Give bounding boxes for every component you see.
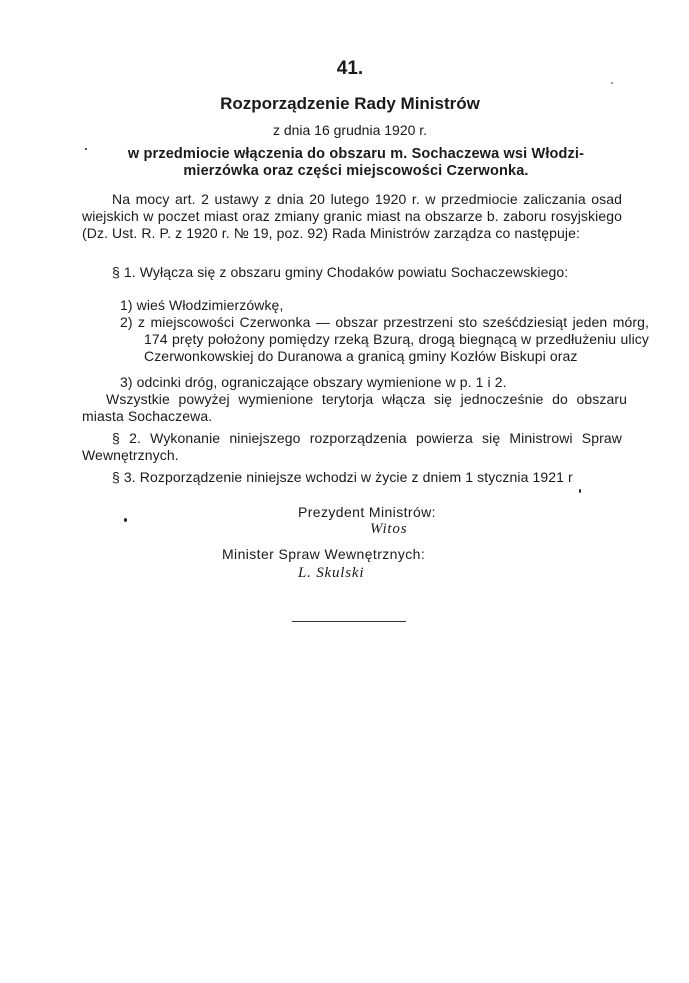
- ink-speck: [579, 489, 581, 493]
- ink-speck: [124, 518, 127, 522]
- subject-line-2: mierzówka oraz części miejscowości Czerwonka.: [183, 163, 529, 179]
- preamble-paragraph: Na mocy art. 2 ustawy z dnia 20 lutego 1920 r. w przedmiocie zaliczania osad wiejskich w poczet miast oraz zmiany granic miast na obszarze b. zaboru rosyjskiego (Dz. Ust. R. P. z 1920 r. № 19, poz. 92) Rada Ministrów zarządza co następuje:: [82, 191, 622, 241]
- ink-speck: [611, 82, 613, 84]
- document-date: z dnia 16 grudnia 1920 r.: [272, 122, 428, 138]
- paragraph-3: § 3. Rozporządzenie niniejsze wchodzi w życie z dniem 1 stycznia 1921 r: [112, 469, 573, 485]
- signature-2-name: L. Skulski: [298, 565, 365, 581]
- paragraph-2: § 2. Wykonanie niniejszego rozporządzenia powierza się Ministrowi Spraw Wewnętrznych.: [82, 430, 622, 463]
- signature-1-name: Witos: [370, 521, 408, 537]
- signature-1-role: Prezydent Ministrów:: [298, 504, 436, 520]
- list-item-2: 2) z miejscowości Czerwonka — obszar przestrzeni sto sześćdziesiąt jeden mórg, 174 pręty położony pomiędzy rzeką Bzurą, drogą biegnącą w przedłużeniu ulicy Czerwonkowskiej do Duranowa a granicą gminy Kozłów Biskupi oraz: [120, 314, 649, 364]
- list-item-3: 3) odcinki dróg, ograniczające obszary wymienione w p. 1 i 2.: [120, 374, 507, 390]
- signature-2-role: Minister Spraw Wewnętrznych:: [222, 546, 426, 562]
- act-number: 41.: [336, 58, 364, 79]
- paragraph-1: § 1. Wyłącza się z obszaru gminy Chodaków powiatu Sochaczewskiego:: [112, 264, 569, 280]
- document-title: Rozporządzenie Rady Ministrów: [220, 94, 480, 113]
- inclusion-paragraph: Wszystkie powyżej wymienione terytorja włącza się jednocześnie do obszaru miasta Sochaczewa.: [82, 391, 627, 424]
- closing-rule: [292, 621, 406, 622]
- ink-speck: [85, 148, 87, 150]
- subject-line-1: w przedmiocie włączenia do obszaru m. Sochaczewa wsi Włodzi-: [127, 146, 585, 162]
- list-item-1: 1) wieś Włodzimierzówkę,: [120, 297, 284, 313]
- document-subject: [80, 146, 632, 180]
